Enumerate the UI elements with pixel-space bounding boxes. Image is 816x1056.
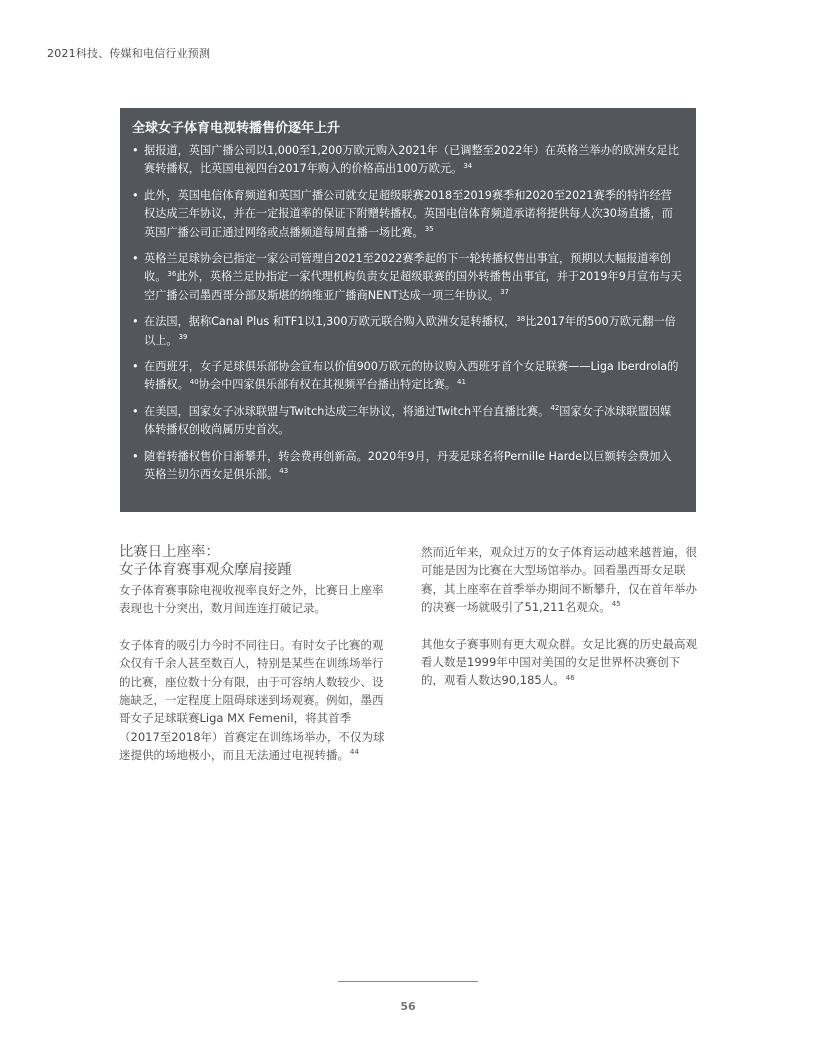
list-item [132,142,682,179]
paragraph-text: 其他女子赛事则有更大观众群。女足比赛的历史最高观看人数是1999年中国对美国的女足世界杯决赛创下的，观看人数达90,185人。 [421,636,697,688]
list-item [132,187,682,242]
list-item [132,313,682,350]
item-text: 随着转播权售价日渐攀升，转会费再创新高。2020年9月，丹麦足球名将Pernille Harde以巨额转会费加入英格兰切尔西女足俱乐部。 [144,449,672,482]
bullet-icon: • [132,404,139,418]
bullet-icon: • [132,252,139,266]
footnote-ref: 46 [565,673,575,682]
list-item [132,250,682,305]
paragraph [119,581,391,618]
footnote-ref: 44 [350,748,359,757]
paragraph-text: 女子体育赛事除电视收视率良好之外，比赛日上座率表现也十分突出，数月间连连打破记录。 [119,583,384,616]
footnote-ref: 43 [279,467,289,476]
paragraph [421,543,697,617]
running-header: 2021科技、传媒和电信行业预测 [47,47,211,60]
bullet-list [132,142,682,485]
item-text: 在法国，据称Canal Plus 和TF1以1,300万欧元联合购入欧洲女足转播权， [144,315,516,329]
item-text: 据报道，英国广播公司以1,000至1,200万欧元购入2021年（已调整至2022年）在英格兰举办的欧洲女足比赛转播权，比英国电视四台2017年购入的价格高出100万欧元。 [144,144,679,176]
paragraph [421,635,697,690]
bullet-icon: • [132,360,139,374]
item-text: 协会中四家俱乐部有权在其视频平台播出特定比赛。 [198,378,457,392]
item-text: 此外，英格兰足协指定一家代理机构负责女足超级联赛的国外转播售出事宜，并于2019年9月宣布与天空广播公司墨西哥分部及斯堪的纳维亚广播商NENT达成一项三年协议。 [144,270,682,302]
footnote-ref: 35 [424,224,434,233]
page-number: 56 [400,1000,416,1013]
bullet-icon: • [132,315,139,329]
box-title: 全球女子体育电视转播售价逐年上升 [132,121,341,136]
footnote-ref: 42 [550,404,560,413]
list-item [132,448,682,485]
footnote-ref: 45 [611,600,621,609]
footnote-ref: 38 [516,314,526,323]
footnote-ref: 34 [463,161,473,170]
item-text: 在西班牙，女子足球俱乐部协会宣布以价值900万欧元的协议购入西班牙首个女足联赛——Liga Iberdrola的转播权。 [144,360,679,392]
paragraph [119,636,391,765]
paragraph-text: 女子体育的吸引力今时不同往日。有时女子比赛的观众仅有千余人甚至数百人，特别是某些在训练场举行的比赛，座位数十分有限，由于可容纳人数较少、设施缺乏，一定程度上阻碍球迷到场观赛。例如，墨西哥女子足球联赛Liga MX Femenil，将其首季（2017至2018年）首赛定在训练场举办，不仅为球迷提供的场地极小，而且无法通过电视转播。 [119,637,385,763]
footer-divider [338,981,478,982]
bullet-icon: • [132,449,139,463]
item-text: 此外，英国电信体育频道和英国广播公司就女足超级联赛2018至2019赛季和2020至2021赛季的特许经营权达成三年协议，并在一定报道率的保证下附赠转播权。英国电信体育频道承诺将提供每人次30场直播，而英国广播公司正通过网络或点播频道每周直播一场比赛。 [144,188,673,239]
sidebar-box [120,108,696,512]
item-text: 国家女子冰球联盟因媒体转播权创收尚属历史首次。 [144,404,672,437]
left-column [119,543,391,783]
footnote-ref: 36 [167,269,177,278]
footnote-ref: 41 [457,377,466,386]
footnote-ref: 40 [189,377,199,386]
footnote-ref: 39 [178,332,188,341]
bullet-icon: • [132,188,139,202]
footnote-ref: 37 [500,288,510,297]
item-text: 英格兰足球协会已指定一家公司管理自2021至2022赛季起的下一轮转播权售出事宜，预期以大幅报道率创收。 [144,252,671,284]
item-text: 比2017年的500万欧元翻一倍以上。 [144,315,676,347]
item-text: 在美国，国家女子冰球联盟与Twitch达成三年协议，将通过Twitch平台直播比赛。 [144,404,550,418]
list-item [132,403,682,440]
heading-line: 女子体育赛事观众摩肩接踵 [119,562,292,578]
paragraph-text: 然而近年来，观众过万的女子体育运动越来越普遍，很可能是因为比赛在大型场馆举办。回看墨西哥女足联赛，其上座率在首季举办期间不断攀升，仅在首年举办的决赛一场就吸引了51,211名观众。 [421,545,697,615]
bullet-icon: • [132,144,139,157]
section-heading [119,543,391,579]
heading-line: 比赛日上座率： [119,544,220,560]
right-column [421,543,697,708]
list-item [132,358,682,395]
